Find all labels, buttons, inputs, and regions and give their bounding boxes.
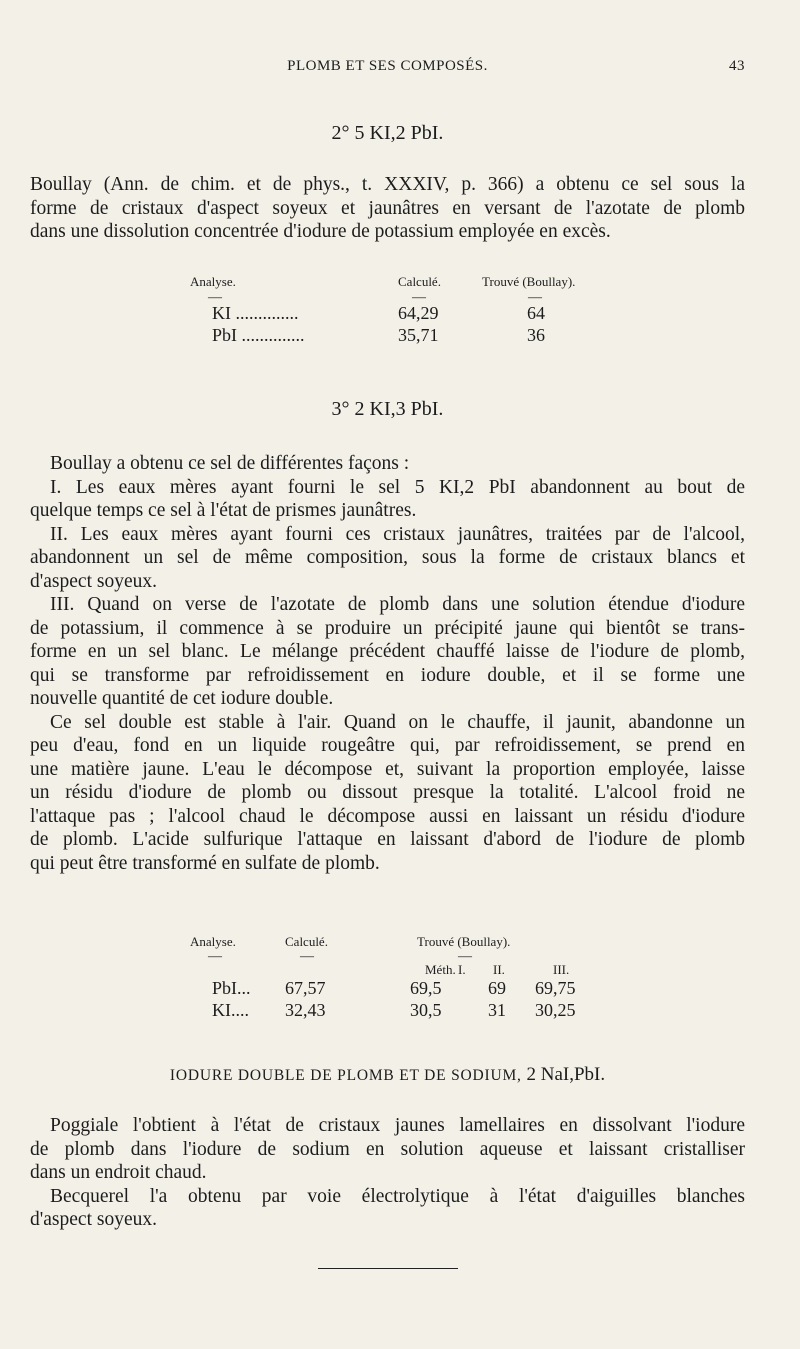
text-line: Becquerel l'a obtenu par voie électrolytique à l'état d'aiguilles blanches (50, 1185, 745, 1207)
running-header (30, 58, 745, 82)
row-label: KI .............. (212, 303, 299, 323)
col-header-analyse: Analyse. (190, 274, 236, 289)
dash: — (412, 290, 426, 305)
text-line: un résidu d'iodure de plomb ou dissout presque la totalité. L'alcool froid ne (30, 782, 745, 803)
text-line: forme en un sel blanc. Le mélange précédent chauffé laisse de l'iodure de plomb, (30, 641, 745, 662)
row-v3: 69,75 (535, 978, 576, 998)
page-number: 43 (729, 58, 745, 74)
dash: — (208, 290, 222, 305)
row-calc: 35,71 (398, 325, 439, 345)
text-line: Ce sel double est stable à l'air. Quand on le chauffe, il jaunit, abandonne un (50, 711, 745, 733)
text-line: d'aspect soyeux. (30, 570, 157, 592)
text-line: I. Les eaux mères ayant fourni le sel 5 KI,2 PbI abandonnent au bout de (50, 476, 745, 498)
text-line: dans une dissolution concentrée d'iodure de potassium employée en excès. (30, 221, 611, 242)
row-label: PbI... (212, 978, 251, 998)
subheader-ii: II. (493, 962, 505, 977)
col-header-calcule: Calculé. (285, 934, 328, 949)
text-line: Boullay a obtenu ce sel de différentes façons : (50, 453, 410, 474)
row-v1: 69,5 (410, 978, 442, 998)
text-line: nouvelle quantité de cet iodure double. (30, 688, 334, 709)
heading-formula: 2 NaI,PbI. (526, 1064, 606, 1085)
text-line: de plomb. L'acide sulfurique l'attaque en laissant d'abord de l'iodure de plomb (30, 829, 745, 850)
row-label: KI.... (212, 1000, 249, 1020)
section-heading-iodure-double (30, 1064, 745, 1086)
text-line: quelque temps ce sel à l'état de prismes jaunâtres. (30, 500, 417, 521)
row-v1: 30,5 (410, 1000, 442, 1020)
row-found: 64 (527, 303, 545, 323)
text-line: une matière jaune. L'eau le décompose et, suivant la proportion employée, laisse (30, 758, 745, 780)
paragraph-boullay-2ki (30, 452, 745, 875)
col-header-trouve: Trouvé (Boullay). (482, 274, 576, 289)
text-line: abandonnent un sel de même composition, sous la forme de cristaux blancs et (30, 547, 745, 568)
col-header-calcule: Calculé. (398, 274, 441, 289)
row-label: PbI .............. (212, 325, 305, 345)
paragraph-poggiale (30, 1114, 745, 1232)
text-line: Boullay (Ann. de chim. et de phys., t. XXXIV, p. 366) a obtenu ce sel sous la (30, 174, 745, 195)
col-header-analyse: Analyse. (190, 934, 236, 949)
heading-text: IODURE DOUBLE DE PLOMB ET DE SODIUM, (169, 1067, 522, 1084)
row-calc: 64,29 (398, 303, 439, 323)
subheader-i: I. (458, 962, 466, 977)
end-rule (318, 1268, 458, 1269)
dash: — (458, 949, 472, 964)
text-line: qui peut être transformé en sulfate de plomb. (30, 852, 380, 874)
dash: — (528, 290, 542, 305)
row-v2: 69 (488, 978, 506, 998)
text-line: forme de cristaux d'aspect soyeux et jaunâtres en versant de l'azotate de plomb (30, 197, 745, 219)
subheader-meth: Méth. (425, 962, 456, 977)
section-heading-2ki-3pbi: 3° 2 KI,3 PbI. (331, 398, 444, 420)
row-found: 36 (527, 325, 545, 345)
text-line: peu d'eau, fond en un liquide rougeâtre qui, par refroidissement, se prend en (30, 735, 745, 756)
dash: — (208, 949, 222, 964)
text-line: dans un endroit chaud. (30, 1162, 207, 1183)
text-line: de plomb dans l'iodure de sodium en solution aqueuse et laissant cristalliser (30, 1138, 745, 1160)
dash: — (300, 949, 314, 964)
row-calc: 32,43 (285, 1000, 326, 1020)
col-header-trouve: Trouvé (Boullay). (417, 934, 511, 949)
text-line: qui se transforme par refroidissement en iodure double, et il se forme une (30, 664, 745, 686)
text-line: d'aspect soyeux. (30, 1209, 157, 1230)
row-calc: 67,57 (285, 978, 326, 998)
row-v3: 30,25 (535, 1000, 576, 1020)
subheader-iii: III. (553, 962, 570, 977)
section-heading-5ki-2pbi: 2° 5 KI,2 PbI. (331, 122, 444, 144)
row-v2: 31 (488, 1000, 506, 1020)
running-title: PLOMB ET SES COMPOSÉS. (287, 58, 488, 74)
text-line: III. Quand on verse de l'azotate de plomb dans une solution étendue d'iodure (50, 594, 745, 615)
text-line: Poggiale l'obtient à l'état de cristaux jaunes lamellaires en dissolvant l'iodure (50, 1115, 745, 1136)
text-line: II. Les eaux mères ayant fourni ces cristaux jaunâtres, traitées par de l'alcool, (50, 523, 745, 545)
paragraph-boullay-5ki (30, 173, 745, 244)
text-line: l'attaque pas ; l'alcool chaud le décompose aussi en laissant un résidu d'iodure (30, 805, 745, 827)
text-line: de potassium, il commence à se produire un précipité jaune qui bientôt se trans- (30, 617, 745, 639)
